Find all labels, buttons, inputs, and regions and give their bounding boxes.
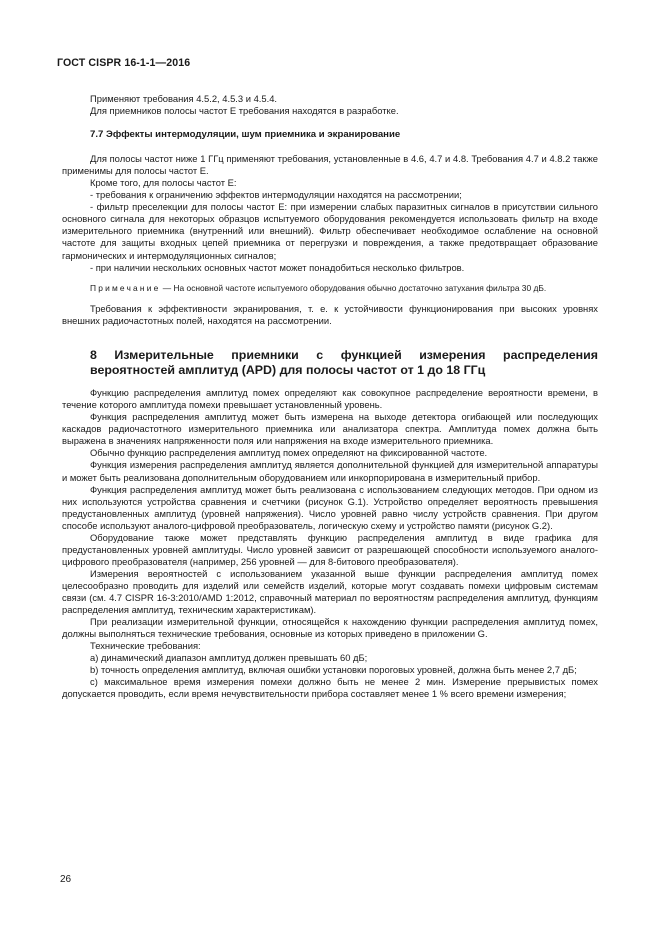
section-7-7-paragraph: Кроме того, для полосы частот Е:: [90, 177, 237, 189]
requirement-item: b) точность определения амплитуд, включая ошибки установки пороговых уровней, должна быть менее 2,7 дБ;: [90, 664, 577, 676]
section-8-paragraph: Технические требования:: [90, 640, 201, 652]
section-7-7-list-item: - требования к ограничению эффектов интермодуляции находятся на рассмотрении;: [90, 189, 462, 201]
section-7-7-closing: Требования к эффективности экранирования, т. е. к устойчивости функционирования при высоких уровнях внешних радиочастотных полей, находятся на рассмотрении.: [62, 303, 598, 327]
section-7-7-heading: 7.7 Эффекты интермодуляции, шум приемника и экранирование: [90, 129, 401, 141]
section-8-heading: 8 Измерительные приемники с функцией измерения распределения вероятностей амплитуд (APD) для полосы частот от 1 до 18 ГГц: [90, 348, 598, 378]
section-8-paragraph: Функция распределения амплитуд может быть реализована с использованием следующих методов. При одном из них используются устройства сравнения и счетчики (рисунок G.1). Устройство определяет вероятность превышения предустановленных амплитуд (уровней напряжения). Число уровней равно числу устройств сравнения. При другом способе используют аналого-цифровой преобразователь, логическую схему и устройство памяти (рисунок G.2).: [62, 483, 598, 531]
section-8-paragraph: При реализации измерительной функции, относящейся к нахождению функции распределения амплитуд помех, должны выполняться технические требования, основные из которых приведено в приложении G.: [62, 616, 598, 640]
intro-paragraph: Для приемников полосы частот Е требования находятся в разработке.: [90, 105, 399, 117]
requirement-item: а) динамический диапазон амплитуд должен превышать 60 дБ;: [90, 652, 368, 664]
section-8-paragraph: Оборудование также может представлять функцию распределения амплитуд в виде графика для предустановленных уровней амплитуды. Число уровней зависит от разрешающей способности используемого аналого-цифрового преобразователя (например, 256 уровней — для 8-битового преобразователя).: [62, 531, 598, 567]
note-text: — На основной частоте испытуемого оборудования обычно достаточно затухания фильтра 30 дБ.: [160, 282, 547, 293]
section-8-paragraph: Обычно функцию распределения амплитуд помех определяют на фиксированной частоте.: [90, 447, 488, 459]
intro-paragraph: Применяют требования 4.5.2, 4.5.3 и 4.5.4.: [90, 93, 278, 104]
document-body: [62, 93, 598, 700]
section-8-paragraph: Измерения вероятностей с использованием указанной выше функции распределения амплитуд помех целесообразно проводить для изделий или семейств изделий, которые могут создавать помехи цифровым системам связи (см. 4.7 CISPR 16-3:2010/AMD 1:2012, справочный материал по вероятностям распределения амплитуд, функциям распределения амплитуд, техническим характеристикам).: [62, 567, 598, 616]
section-8-paragraph: Функция распределения амплитуд может быть измерена на выходе детектора огибающей или последующих каскадов радиочастотного измерительного приемника или анализатора спектра. Амплитуда помех должна быть выражена в значениях напряженности поля или напряжения на входе измерительного приемника.: [62, 411, 598, 447]
requirement-item: c) максимальное время измерения помехи должно быть не менее 2 мин. Измерение прерывистых помех допускается проводить, если время нечувствительности прибора составляет менее 1 % всего времени измерения;: [62, 676, 598, 700]
section-7-7-paragraph: Для полосы частот ниже 1 ГГц применяют требования, установленные в 4.6, 4.7 и 4.8. Требования 4.7 и 4.8.2 также применимы для полосы частот Е.: [62, 153, 598, 177]
section-8-paragraph: Функцию распределения амплитуд помех определяют как совокупное распределение вероятности времени, в течение которого амплитуда помехи превышает установленный уровень.: [62, 387, 598, 411]
note-paragraph: [62, 283, 598, 295]
note-label: Примечание: [90, 282, 161, 293]
section-7-7-list-item: - фильтр преселекции для полосы частот Е: при измерении слабых паразитных сигналов в присутствии сильного основного сигнала для некоторых образцов испытуемого оборудования рекомендуется использовать фильтр на входе измерительного приемника (внутренний или внешний). Фильтр обеспечивает необходимое ослабление на основной частоте для защиты входных цепей приемника от перегрузки и повреждения, а также предотвращает образование гармонических и интермодуляционных сигналов;: [62, 201, 598, 261]
section-7-7-list-item: - при наличии нескольких основных частот может понадобиться несколько фильтров.: [90, 261, 465, 273]
section-8-paragraph: Функция измерения распределения амплитуд является дополнительной функцией для измерительной аппаратуры и может быть реализована дополнительным оборудованием или инкорпорирована в измерительный прибор.: [62, 459, 598, 483]
document-header: ГОСТ CISPR 16-1-1—2016: [57, 57, 191, 69]
page-number: 26: [60, 874, 72, 885]
